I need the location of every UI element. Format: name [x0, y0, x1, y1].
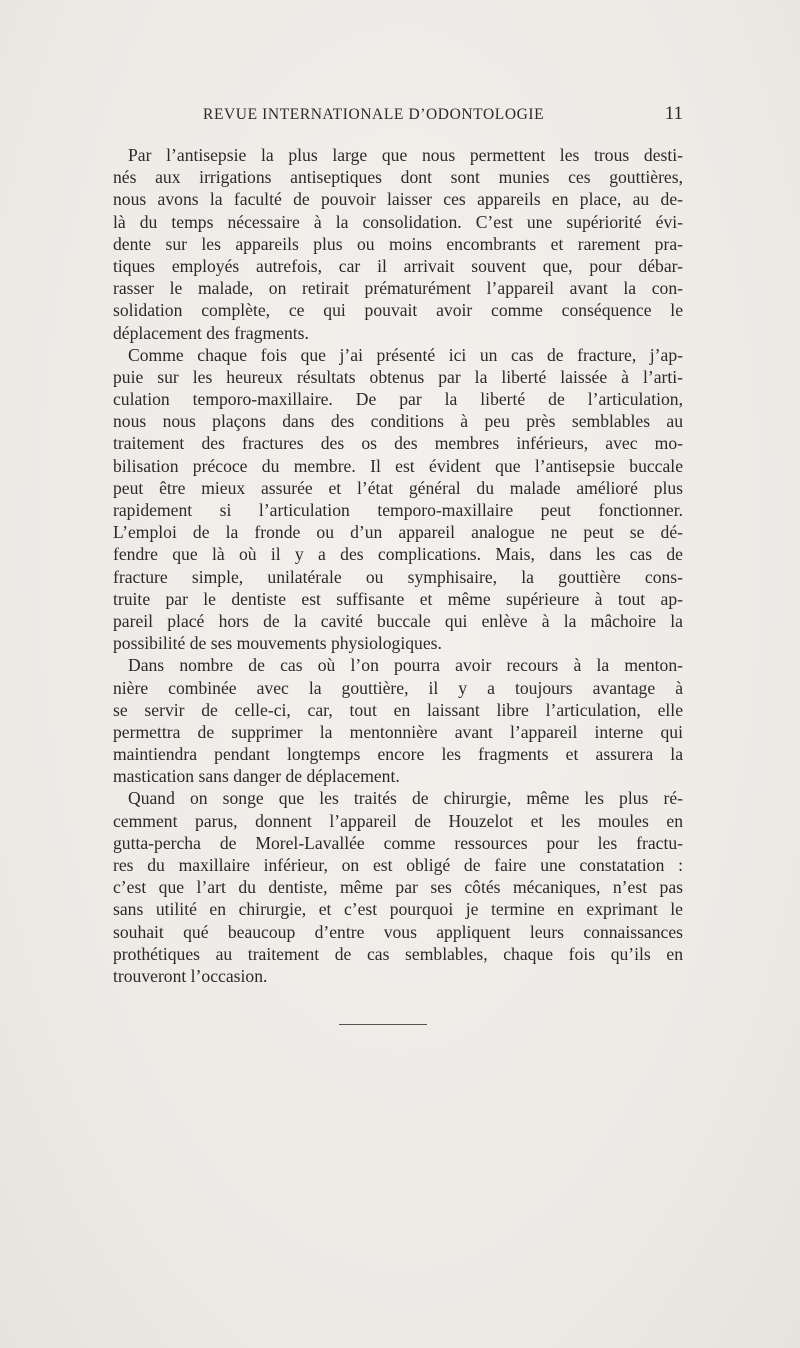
text-line: trouveront l’occasion.: [113, 965, 268, 986]
text-line: maintiendra pendant longtemps encore les fragments et assurera la: [113, 744, 683, 765]
text-line: rasser le malade, on retirait prématurément l’appareil avant la con-: [113, 278, 683, 299]
text-line: permettra de supprimer la mentonnière avant l’appareil interne qui: [113, 721, 683, 742]
text-line: fendre que là où il y a des complications. Mais, dans les cas de: [113, 544, 683, 565]
text-line: possibilité de ses mouvements physiologiques.: [113, 633, 442, 654]
text-line: Quand on songe que les traités de chirurgie, même les plus ré-: [128, 788, 683, 809]
text-line: pareil placé hors de la cavité buccale qui enlève à la mâchoire la: [113, 610, 683, 631]
page-header: [113, 103, 683, 132]
text-line: déplacement des fragments.: [113, 322, 309, 343]
text-line: nous nous plaçons dans des conditions à peu près semblables au: [113, 411, 683, 432]
text-line: culation temporo-maxillaire. De par la liberté de l’articulation,: [113, 389, 683, 410]
text-line: cemment parus, donnent l’appareil de Houzelot et les moules en: [113, 810, 683, 831]
text-line: gutta-percha de Morel-Lavallée comme ressources pour les fractu-: [113, 832, 683, 853]
text-line: Comme chaque fois que j’ai présenté ici un cas de fracture, j’ap-: [128, 344, 683, 365]
article-body: [113, 144, 683, 987]
text-line: truite par le dentiste est suffisante et même supérieure à tout ap-: [113, 588, 683, 609]
running-title: REVUE INTERNATIONALE D’ODONTOLOGIE: [203, 106, 545, 123]
page-number: 11: [664, 103, 683, 124]
text-line: bilisation précoce du membre. Il est évident que l’antisepsie buccale: [113, 455, 683, 476]
text-line: nière combinée avec la gouttière, il y a toujours avantage à: [113, 677, 683, 698]
text-line: solidation complète, ce qui pouvait avoir comme conséquence le: [113, 300, 683, 321]
text-line: dente sur les appareils plus ou moins encombrants et rarement pra-: [113, 233, 683, 254]
text-line: Par l’antisepsie la plus large que nous permettent les trous desti-: [128, 145, 683, 165]
text-line: nous avons la faculté de pouvoir laisser ces appareils en place, au de-: [113, 189, 683, 210]
end-rule-divider: [339, 1024, 427, 1025]
text-line: sans utilité en chirurgie, et c’est pourquoi je termine en exprimant le: [113, 899, 683, 920]
text-line: puie sur les heureux résultats obtenus par la liberté laissée à l’arti-: [113, 366, 683, 387]
text-line: nés aux irrigations antiseptiques dont sont munies ces gouttières,: [113, 167, 683, 188]
text-line: c’est que l’art du dentiste, même par ses côtés mécaniques, n’est pas: [113, 877, 683, 898]
text-line: là du temps nécessaire à la consolidation. C’est une supériorité évi-: [113, 211, 683, 232]
text-line: Dans nombre de cas où l’on pourra avoir recours à la menton-: [128, 655, 683, 676]
text-line: souhait qué beaucoup d’entre vous appliquent leurs connaissances: [113, 921, 683, 942]
text-line: traitement des fractures des os des membres inférieurs, avec mo-: [113, 433, 683, 454]
text-line: mastication sans danger de déplacement.: [113, 766, 400, 787]
text-line: res du maxillaire inférieur, on est obligé de faire une constatation :: [113, 855, 683, 875]
text-line: L’emploi de la fronde ou d’un appareil analogue ne peut se dé-: [113, 522, 683, 543]
text-line: fracture simple, unilatérale ou symphisaire, la gouttière cons-: [113, 566, 683, 587]
text-line: peut être mieux assurée et l’état général du malade amélioré plus: [113, 477, 683, 498]
text-line: se servir de celle-ci, car, tout en laissant libre l’articulation, elle: [113, 699, 683, 720]
text-line: prothétiques au traitement de cas semblables, chaque fois qu’ils en: [113, 943, 683, 964]
text-line: tiques employés autrefois, car il arrivait souvent que, pour débar-: [113, 255, 683, 276]
text-line: rapidement si l’articulation temporo-maxillaire peut fonctionner.: [113, 500, 683, 520]
